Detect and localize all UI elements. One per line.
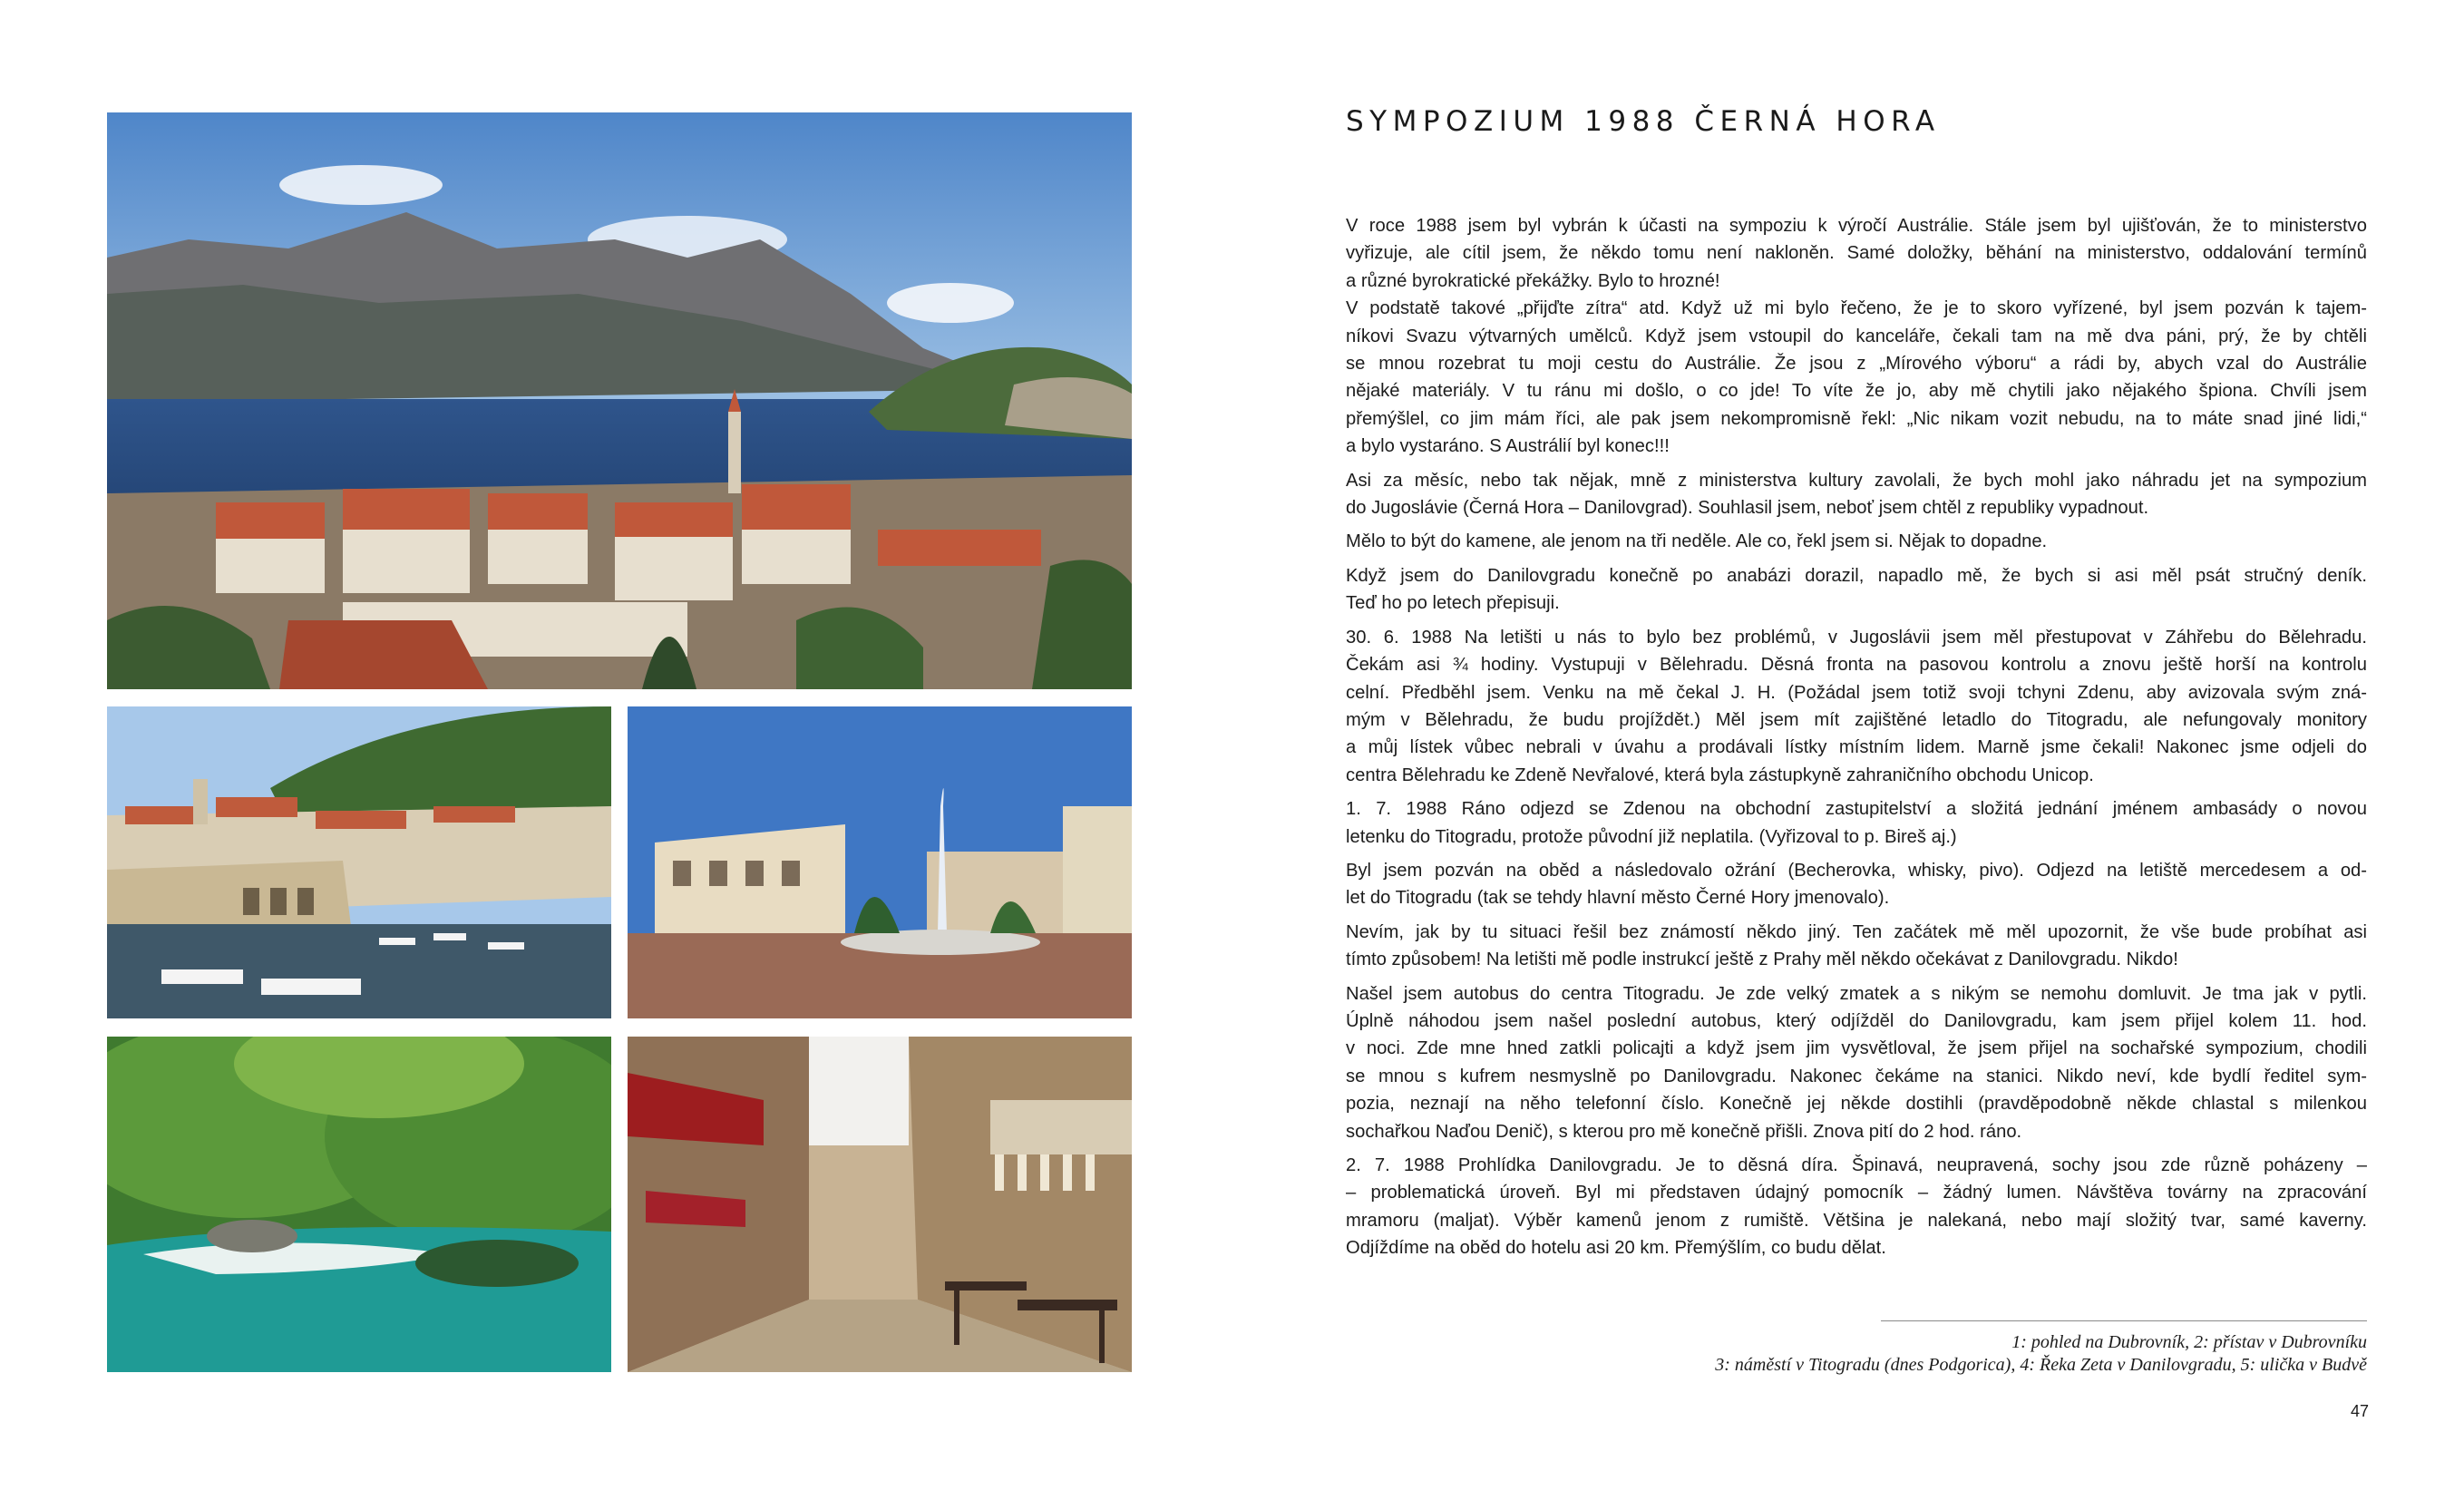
body-line: celní. Předběhl jsem. Venku na mě čekal J. H. (Požádal jsem totiž svoji tchyni Zdenu, aby avizovala svým zná- <box>1346 682 2367 703</box>
body-line: Odjíždíme na oběd do hotelu asi 20 km. Přemýšlím, co budu dělat. <box>1346 1238 1886 1259</box>
body-line: mým v Bělehradu, že budu projíždět.) Měl jsem mít zajištěné letadlo do Titogradu, ale nefungovaly monitory <box>1346 709 2367 730</box>
body-line: let do Titogradu (tak se tehdy hlavní město Černé Hory jmenovalo). <box>1346 888 1890 909</box>
paragraph-gap <box>1346 851 2367 857</box>
paragraph-gap <box>1346 974 2367 980</box>
caption-line-2: 3: náměstí v Titogradu (dnes Podgorica), 4: Řeka Zeta v Danilovgradu, 5: ulička v Budvě <box>1715 1355 2367 1375</box>
body-line: Byl jsem pozván na oběd a následovalo ožrání (Becherovka, whisky, pivo). Odjezd na letiště mercedesem a od- <box>1346 860 2367 881</box>
photo-zeta-river <box>107 1037 611 1372</box>
body-line: vyřizuje, ale cítil jsem, že někdo tomu není nakloněn. Samé doložky, běhání na ministerstvo, oddalování termínů <box>1346 243 2367 264</box>
body-line: se mnou rozebrat tu moji cestu do Austrálie. Že jsou z „Mírového výboru“ a rádi by, abych vzal do Austrálie <box>1346 354 2367 375</box>
paragraph-gap <box>1346 912 2367 919</box>
body-line: níkovi Svazu výtvarných umělců. Když jsem vstoupil do kanceláře, čekali tam na mě dva páni, prý, že by chtěli <box>1346 326 2367 346</box>
caption-line-1: 1: pohled na Dubrovník, 2: přístav v Dubrovníku <box>2011 1332 2367 1352</box>
body-line: a můj lístek vůbec nebrali v úvahu a prodávali lístky místním lidem. Marně jsme čekali! Nakonec jsme odjeli do <box>1346 737 2367 758</box>
body-line: Našel jsem autobus do centra Titogradu. Je zde velký zmatek a s nikým se nemohu domluvit. Je tma jak v pytli. <box>1346 983 2367 1004</box>
photo-budva-alley <box>628 1037 1132 1372</box>
page-number: 47 <box>2351 1402 2370 1420</box>
body-line: Čekám asi ¾ hodiny. Vystupuji v Bělehradu. Děsná fronta na pasovou kontrolu a znovu ještě horší na kontrolu <box>1346 655 2367 676</box>
body-line: tímto způsobem! Na letišti mě podle instrukcí ještě z Prahy měl někdo očekávat z Danilovgradu. Nikdo! <box>1346 950 2178 970</box>
body-line: – problematická úroveň. Byl mi představen údajný pomocník – žádný lumen. Návštěva továrny na zpracování <box>1346 1183 2367 1203</box>
body-line: letenku do Titogradu, protože původní již neplatila. (Vyřizoval to p. Bireš aj.) <box>1346 826 1957 847</box>
body-line: přemýšlel, co jim mám říci, ale pak jsem nekompromisně řekl: „Nic nikam vozit nebudu, na to máte snad jiné lidi,“ <box>1346 408 2367 429</box>
body-line: 2. 7. 1988 Prohlídka Danilovgradu. Je to děsná díra. Špinavá, neupravená, sochy jsou zde různě poházeny – <box>1346 1155 2367 1175</box>
body-line: Asi za měsíc, nebo tak nějak, mně z ministerstva kultury zavolali, že bych mohl jako náhradu jet na sympozium <box>1346 470 2367 491</box>
photo-budva-panorama <box>107 112 1132 689</box>
paragraph-gap <box>1346 618 2367 624</box>
body-line: 1. 7. 1988 Ráno odjezd se Zdenou na obchodní zastupitelství a složitá jednání jménem ambasády o novou <box>1346 799 2367 820</box>
body-line: Teď ho po letech přepisuji. <box>1346 593 1560 614</box>
body-line: do Jugoslávie (Černá Hora – Danilovgrad). Souhlasil jsem, neboť jsem chtěl z republiky vypadnout. <box>1346 498 2149 519</box>
body-line: Mělo to být do kamene, ale jenom na tři neděle. Ale co, řekl jsem si. Nějak to dopadne. <box>1346 531 2048 552</box>
body-line: Úplně náhodou jsem našel poslední autobus, který odjížděl do Danilovgradu, kam jsem přijel kolem 11. hod. <box>1346 1010 2367 1031</box>
paragraph-gap <box>1346 521 2367 528</box>
body-line: 30. 6. 1988 Na letišti u nás to bylo bez problémů, v Jugoslávii jsem měl přestupovat v Záhřebu do Bělehradu. <box>1346 627 2367 648</box>
body-line: pozia, neznají na něho telefonní číslo. Konečně jej někde dostihli (pravděpodobně někde chlastal s milenkou <box>1346 1094 2367 1115</box>
paragraph-gap <box>1346 461 2367 467</box>
photo-caption <box>1715 1331 2367 1377</box>
paragraph-gap <box>1346 789 2367 795</box>
caption-divider <box>1881 1320 2367 1321</box>
paragraph-gap <box>1346 1145 2367 1152</box>
body-line: a různé byrokratické překážky. Bylo to hrozné! <box>1346 270 1720 291</box>
paragraph-gap <box>1346 556 2367 562</box>
body-line: V podstatě takové „přijďte zítra“ atd. Když už mi bylo řečeno, že je to skoro vyřízené, byl jsem pozván k tajem- <box>1346 298 2367 319</box>
body-line: V roce 1988 jsem byl vybrán k účasti na sympoziu k výročí Austrálie. Stále jsem byl ujišťován, že to ministerstvo <box>1346 216 2367 236</box>
article-body <box>1346 212 2367 1262</box>
photo-titograd-square <box>628 706 1132 1018</box>
body-line: a bylo vystaráno. S Austrálií byl konec!!! <box>1346 436 1670 457</box>
body-line: se mnou s kufrem nesmyslně po Danilovgradu. Nakonec čekáme na stanici. Nikdo neví, kde bydlí ředitel sym- <box>1346 1066 2367 1086</box>
body-line: v noci. Zde mne hned zatkli policajti a když jsem jim vysvětloval, že jsem přijel na sochařské sympozium, chodili <box>1346 1038 2367 1059</box>
body-line: centra Bělehradu ke Zdeně Nevřalové, která byla zástupkyně zahraničního obchodu Unicop. <box>1346 765 2094 785</box>
body-line: nějaké materiály. V tu ránu mi došlo, o co jde! To víte že jo, aby mě chytili jako nějakého špiona. Chvíli jsem <box>1346 381 2367 402</box>
body-line: Když jsem do Danilovgradu konečně po anabázi dorazil, napadlo mě, že bych si asi měl psát stručný deník. <box>1346 565 2367 586</box>
body-line: Nevím, jak by tu situaci řešil bez známostí někdo jiný. Ten začátek mě měl upozornit, že vše bude probíhat asi <box>1346 921 2367 942</box>
page-title: SYMPOZIUM 1988 ČERNÁ HORA <box>1346 105 1941 138</box>
photo-dubrovnik-harbour <box>107 706 611 1018</box>
body-line: sochařkou Naďou Denič), s kterou pro mě konečně přišli. Znova pití do 2 hod. ráno. <box>1346 1121 2022 1142</box>
body-line: mramoru (maljat). Výběr kamenů jenom z rumiště. Většina je nalekaná, nebo mají složitý tvar, samé kaverny. <box>1346 1210 2367 1231</box>
